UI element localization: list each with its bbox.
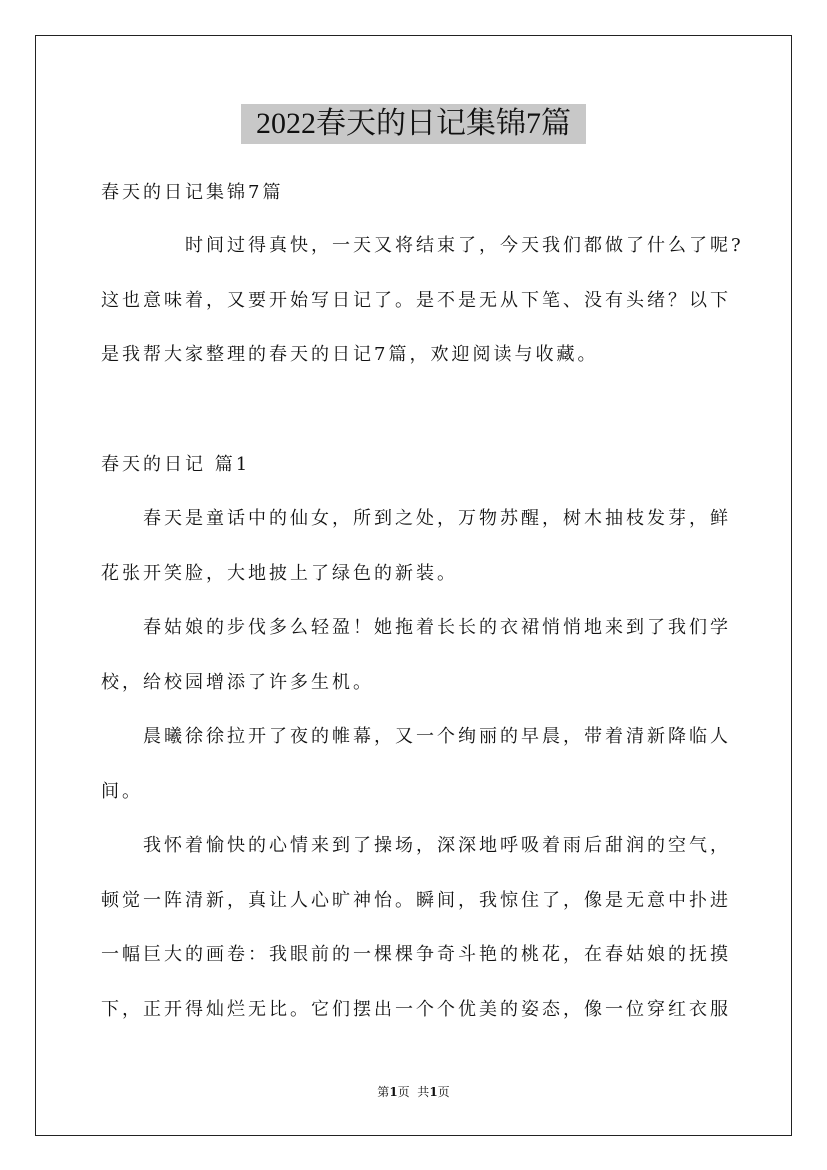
text-line: 下，正开得灿烂无比。它们摆出一个个优美的姿态，像一位穿红衣服 (101, 998, 731, 1020)
footer-text: 第 (377, 1085, 390, 1099)
footer-text: 页 (437, 1085, 450, 1099)
document-title: 2022春天的日记集锦7篇 (241, 104, 586, 144)
text-line: 春姑娘的步伐多么轻盈！她拖着长长的衣裙悄悄地来到了我们学 (143, 617, 731, 638)
footer-text: 页 共 (397, 1085, 430, 1099)
text-line: 是我帮大家整理的春天的日记7篇，欢迎阅读与收藏。 (101, 344, 599, 365)
body-paragraphs (101, 492, 741, 1037)
text-line: 顿觉一阵清新，真让人心旷神怡。瞬间，我惊住了，像是无意中扑进 (101, 889, 731, 911)
intro-paragraph (101, 219, 744, 383)
text-line: 晨曦徐徐拉开了夜的帷幕，又一个绚丽的早晨，带着清新降临人 (143, 726, 731, 747)
page-footer (0, 1083, 827, 1100)
text-line: 我怀着愉快的心情来到了操场，深深地呼吸着雨后甜润的空气， (143, 835, 731, 856)
total-pages: 1 (429, 1085, 438, 1099)
page-number: 1 (389, 1085, 398, 1099)
subtitle: 春天的日记集锦7篇 (101, 182, 284, 203)
text-line: 校，给校园增添了许多生机。 (101, 671, 374, 693)
text-line: 春天是童话中的仙女，所到之处，万物苏醒，树木抽枝发芽，鲜 (143, 508, 731, 529)
text-line: 这也意味着，又要开始写日记了。是不是无从下笔、没有头绪？以下 (101, 289, 731, 311)
text-line: 间。 (101, 780, 143, 802)
text-line: 时间过得真快，一天又将结束了，今天我们都做了什么了呢? (185, 235, 744, 256)
section-heading: 春天的日记 篇1 (101, 454, 251, 475)
text-line: 一幅巨大的画卷：我眼前的一棵棵争奇斗艳的桃花，在春姑娘的抚摸 (101, 944, 731, 965)
text-line: 花张开笑脸，大地披上了绿色的新装。 (101, 562, 458, 584)
